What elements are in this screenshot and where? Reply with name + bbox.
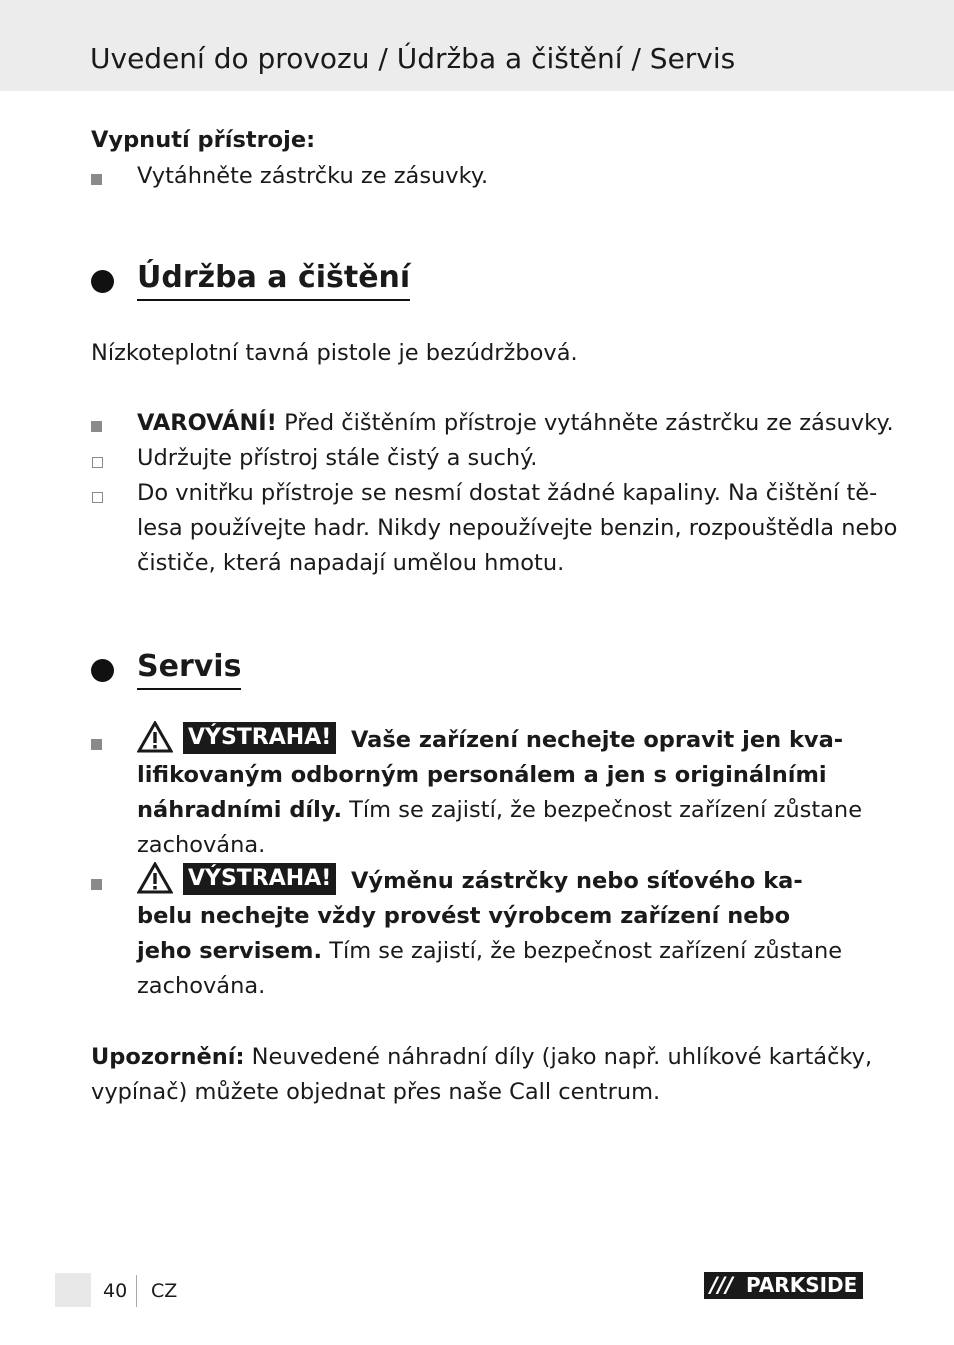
section-title-service: Servis	[137, 649, 241, 690]
square-bullet-icon	[91, 739, 102, 750]
power-off-item: Vytáhněte zástrčku ze zásuvky.	[137, 163, 489, 189]
service-warning-2-line-4: zachována.	[137, 973, 266, 999]
note-label: Upozornění:	[91, 1044, 245, 1070]
service-warning-1-line-2: lifikovaným odborným personálem a jen s originálními	[137, 762, 827, 788]
service-warning-1-line-4: zachována.	[137, 832, 266, 858]
warning-triangle-icon	[137, 721, 173, 753]
service-warning-2-rest: Tím se zajistí, že bezpečnost zařízení zůstane	[329, 938, 843, 964]
page-title: Uvedení do provozu / Údržba a čištění / Servis	[90, 42, 736, 75]
service-warning-1-line-1: Vaše zařízení nechejte opravit jen kva-	[351, 727, 844, 753]
service-warning-1-bold: náhradními díly.	[137, 797, 343, 823]
section-dot-icon	[91, 270, 114, 293]
power-off-heading: Vypnutí přístroje:	[91, 127, 316, 153]
logo-slashes: ///	[710, 1273, 734, 1297]
note-line-1	[91, 1040, 872, 1075]
service-warning-2-line-2: belu nechejte vždy provést výrobcem zařízení nebo	[137, 903, 791, 929]
maintenance-intro: Nízkoteplotní tavná pistole je bezúdržbová.	[91, 340, 578, 366]
maintenance-warning	[137, 406, 894, 441]
service-warning-1-rest: Tím se zajistí, že bezpečnost zařízení zůstane	[349, 797, 863, 823]
note-text: Neuvedené náhradní díly (jako např. uhlíkové kartáčky,	[251, 1044, 873, 1070]
maintenance-item-2: Udržujte přístroj stále čistý a suchý.	[137, 445, 538, 471]
section-dot-icon	[91, 659, 114, 682]
square-bullet-icon	[91, 421, 102, 432]
service-warning-2-bold: jeho servisem.	[137, 938, 323, 964]
maintenance-item-3-line-1: Do vnitřku přístroje se nesmí dostat žádné kapaliny. Na čištění tě-	[137, 480, 878, 506]
square-bullet-icon	[91, 174, 102, 185]
service-warning-2-line-3	[137, 934, 842, 969]
logo-wordmark: PARKSIDE	[746, 1273, 858, 1297]
parkside-logo	[704, 1272, 863, 1299]
footer-divider	[136, 1275, 137, 1307]
warning-triangle-icon	[137, 862, 173, 894]
warning-badge: VÝSTRAHA!	[183, 722, 336, 754]
open-square-bullet-icon	[92, 457, 103, 468]
warning-badge: VÝSTRAHA!	[183, 863, 336, 895]
warning-text: Před čištěním přístroje vytáhněte zástrčku ze zásuvky.	[284, 410, 894, 436]
warning-label: VAROVÁNÍ!	[137, 410, 277, 436]
language-code: CZ	[151, 1280, 178, 1302]
note-line-2: vypínač) můžete objednat přes naše Call centrum.	[91, 1079, 661, 1105]
page-number: 40	[103, 1280, 128, 1302]
service-warning-2-line-1: Výměnu zástrčky nebo síťového ka-	[351, 868, 803, 894]
service-warning-1-line-3	[137, 793, 862, 828]
open-square-bullet-icon	[92, 492, 103, 503]
footer-tab	[55, 1273, 91, 1307]
maintenance-item-3-line-2: lesa používejte hadr. Nikdy nepoužívejte benzin, rozpouštědla nebo	[137, 515, 898, 541]
section-title-maintenance: Údržba a čištění	[137, 260, 410, 301]
square-bullet-icon	[91, 879, 102, 890]
maintenance-item-3-line-3: čističe, která napadají umělou hmotu.	[137, 550, 565, 576]
